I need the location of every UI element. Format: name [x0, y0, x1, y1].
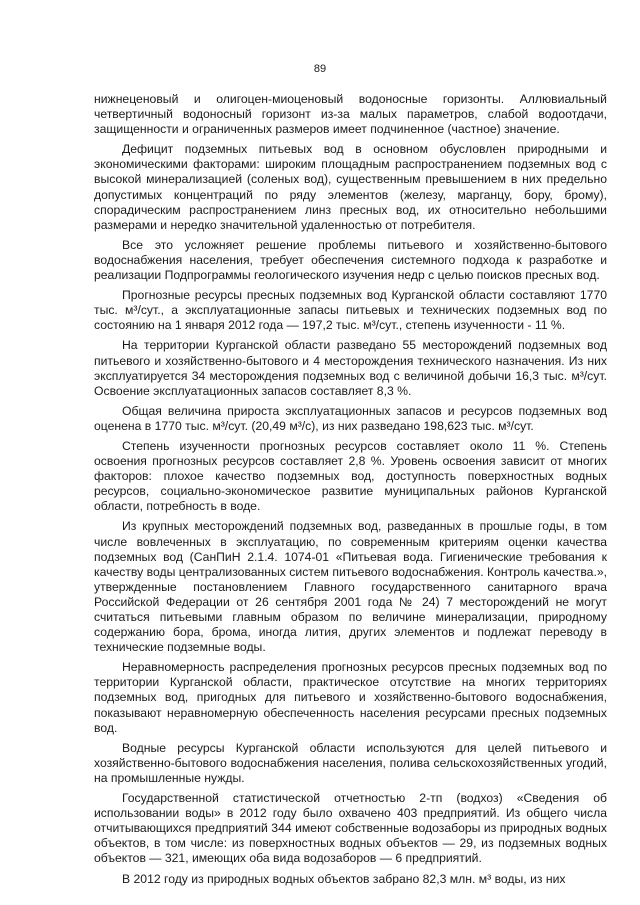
page-number: 89	[313, 63, 327, 75]
paragraph: Все это усложняет решение проблемы питьевого и хозяйственно-бытового водоснабжения населения, требует обеспечения системного подхода к разработке и реализации Подпрограммы геологического изучения недр с целью поисков пресных вод.	[94, 237, 607, 283]
paragraph: Дефицит подземных питьевых вод в основном обусловлен природными и экономическими факторами: широким площадным распространением подземных вод с высокой минерализацией (соленых вод), существенным превышением в них предельно допустимых концентраций по ряду элементов (железу, марганцу, бору, брому), спорадическим распространением линз пресных вод, их относительно небольшими размерами и нередко значительной удаленностью от потребителя.	[94, 142, 607, 232]
body-text	[94, 92, 607, 887]
paragraph: На территории Курганской области разведано 55 месторождений подземных вод питьевого и хозяйственно-бытового и 4 месторождения технического назначения. Из них эксплуатируется 34 месторождения подземных вод с величиной добычи 16,3 тыс. м³/сут. Освоение эксплуатационных запасов составляет 8,3 %.	[94, 338, 607, 398]
paragraph: В 2012 году из природных водных объектов забрано 82,3 млн. м³ воды, из них	[122, 871, 566, 886]
paragraph: Государственной статистической отчетностью 2-тп (водхоз) «Сведения об использовании воды» в 2012 году было охвачено 403 предприятий. Из общего числа отчитывающихся предприятий 344 имеют собственные водозаборы из природных водных объектов, в том числе: из поверхностных водных объектов — 29, из подземных водных объектов — 321, имеющих оба вида водозаборов — 6 предприятий.	[94, 791, 607, 866]
paragraph: Водные ресурсы Курганской области используются для целей питьевого и хозяйственно-бытового водоснабжения населения, полива сельскохозяйственных угодий, на промышленные нужды.	[94, 740, 607, 785]
paragraph: Степень изученности прогнозных ресурсов составляет около 11 %. Степень освоения прогнозных ресурсов составляет 2,8 %. Уровень освоения зависит от многих факторов: плохое качество подземных вод, доступность поверхностных водных ресурсов, социально-экономическое развитие муниципальных районов Курганской области, потребность в воде.	[94, 438, 607, 514]
paragraph: Из крупных месторождений подземных вод, разведанных в прошлые годы, в том числе вовлеченных в эксплуатацию, по современным критериям оценки качества подземных вод (СанПиН 2.1.4. 1074-01 «Питьевая вода. Гигиенические требования к качеству воды централизованных систем питьевого водоснабжения. Контроль качества.», утвержденные постановлением Главного государственного санитарного врача Российской Федерации от 26 сентября 2001 года № 24) 7 месторождений не могут считаться питьевыми главным образом по величине минерализации, природному содержанию бора, брома, иногда лития, других элементов и подлежат переводу в технические подземные воды.	[94, 519, 607, 655]
paragraph: Прогнозные ресурсы пресных подземных вод Курганской области составляют 1770 тыс. м³/сут., а эксплуатационные запасы питьевых и технических подземных вод по состоянию на 1 января 2012 года — 197,2 тыс. м³/сут., степень изученности - 11 %.	[94, 288, 607, 333]
paragraph: Неравномерность распределения прогнозных ресурсов пресных подземных вод по территории Курганской области, практическое отсутствие на многих территориях подземных вод, пригодных для питьевого и хозяйственно-бытового водоснабжения, показывают неравномерную обеспеченность населения ресурсами пресных подземных вод.	[94, 660, 607, 735]
paragraph: Общая величина прироста эксплуатационных запасов и ресурсов подземных вод оценена в 1770 тыс. м³/сут. (20,49 м³/с), из них разведано 198,623 тыс. м³/сут.	[94, 403, 607, 433]
paragraph: нижнеценовый и олигоцен-миоценовый водоносные горизонты. Аллювиальный четвертичный водоносный горизонт из-за малых параметров, слабой водоотдачи, защищенности и ограниченных размеров имеет подчиненное (частное) значение.	[94, 92, 607, 137]
